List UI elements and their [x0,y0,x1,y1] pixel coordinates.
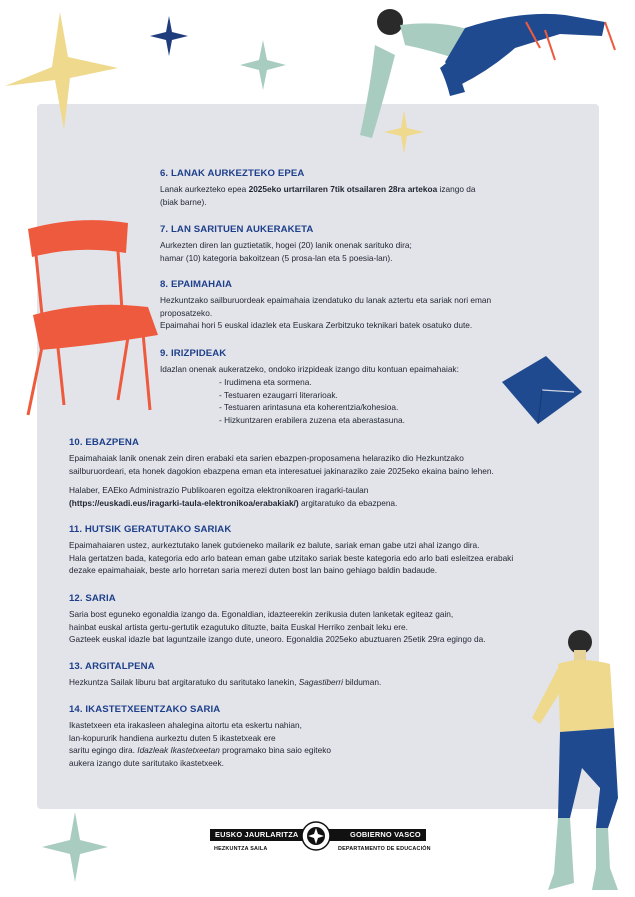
section-paragraph: Ikastetxeen eta irakasleen ahalegina aitortu eta eskertu nahian, lan-kopururik handiena aurkeztu duten 5 ikastetxeak ere saritu egingo dira. Idazleak Ikastetxeetan programako bina saio egiteko aukera izango dute saritutako ikastetxeek. [69,720,331,768]
resolution-link[interactable]: (https://euskadi.eus/iragarki-taula-elektronikoa/erabakiak/) [69,497,299,508]
section-paragraph: Epaimahaiak lanik onenak zein diren erabaki eta sarien ebazpen-proposamena helaraziko dio Hezkuntzako sailburuordeari, eta honek dagokion ebazpena eman eta interesatuei jakinaraziko zaie 2025eko ekaina baino lehen. [69,453,494,476]
star-navy-icon [149,16,189,56]
logo-left-dept: HEZKUNTZA SAILA [214,846,268,852]
section-paragraph: Idazlan onenak aukeratzeko, ondoko irizpideak izango ditu kontuan epaimahaiak: [160,364,459,374]
list-item: - Testuaren arintasuna eta koherentzia/kohesioa. [219,401,405,414]
standing-person-illustration [518,628,628,897]
star-mint-icon [240,40,286,90]
red-chair-illustration [18,215,163,420]
logo-right-name: GOBIERNO VASCO [350,830,421,839]
section-paragraph: Lanak aurkezteko epea 2025eko urtarrilaren 7tik otsailaren 28ra artekoa izango da (biak barne). [160,184,476,207]
section-title: 12. SARIA [69,593,116,604]
section-paragraph: Aurkezten diren lan guztietatik, hogei (20) lanik onenak sarituko dira; hamar (10) kategoria bakoitzean (5 prosa-lan eta 5 poesia-lan). [160,240,412,263]
section-paragraph: Halaber, EAEko Administrazio Publikoaren egoitza elektronikoaren iragarki-taulan (https://euskadi.eus/iragarki-taula-elektronikoa/erabakiak/) argitaratuko da ebazpena. [69,485,398,508]
section-paragraph: Hezkuntzako sailburuordeak epaimahaia izendatuko du lanak aztertu eta sariak nori eman proposatzeko. Epaimahai hori 5 euskal idazlek eta Euskara Zerbitzuko teknikari batek osatuko dute. [160,295,492,331]
basque-government-emblem-icon [301,821,331,851]
star-mint-bottom-icon [42,812,108,882]
section-title: 7. LAN SARITUEN AUKERAKETA [160,224,314,235]
section-paragraph: Hezkuntza Sailak liburu bat argitaratuko du saritutako lanekin, Sagastiberri bilduman. [69,677,382,687]
section-paragraph: Saria bost eguneko egonaldia izango da. Egonaldian, idazteerekin zerikusia duten lanketak egiteaz gain, hainbat euskal artista gertu-gertutik ezagutuko dituzte, baita Euskal Herriko zenbait leku ere. Gazteek euskal idazle bat laguntzaile izango dute, uneoro. Egonaldia 2025eko abuztuaren 25etik 29ra egingo da. [69,609,486,645]
blue-book-illustration [498,352,584,428]
section-title: 14. IKASTETXEENTZAKO SARIA [69,704,221,715]
section-title: 13. ARGITALPENA [69,661,155,672]
criteria-list [219,376,405,426]
logo-right-dept: DEPARTAMENTO DE EDUCACIÓN [338,846,431,852]
star-yellow-icon [0,12,130,132]
section-title: 8. EPAIMAHAIA [160,279,233,290]
list-item: - Testuaren ezaugarri literarioak. [219,389,405,402]
section-title: 6. LANAK AURKEZTEKO EPEA [160,168,305,179]
section-title: 10. EBAZPENA [69,437,139,448]
section-title: 9. IRIZPIDEAK [160,348,227,359]
section-title: 11. HUTSIK GERATUTAKO SARIAK [69,524,232,535]
list-item: - Irudimena eta sormena. [219,376,405,389]
reclining-person-illustration [350,0,620,150]
logo-left-name: EUSKO JAURLARITZA [215,830,299,839]
list-item: - Hizkuntzaren erabilera zuzena eta aberastasuna. [219,414,405,427]
section-paragraph: Epaimahaiaren ustez, aurkeztutako lanek gutxieneko mailarik ez balute, sariak eman gabe utzi ahal izango dira. Hala gertatzen bada, kategoria edo arlo batean eman gabe utzitako sariak beste kategoria edo arlo bati esleitzea erabaki dezake epaimahaiak, beste arlo horretan saria merezi duten bost lan baino gehiago baldin badaude. [69,540,514,576]
